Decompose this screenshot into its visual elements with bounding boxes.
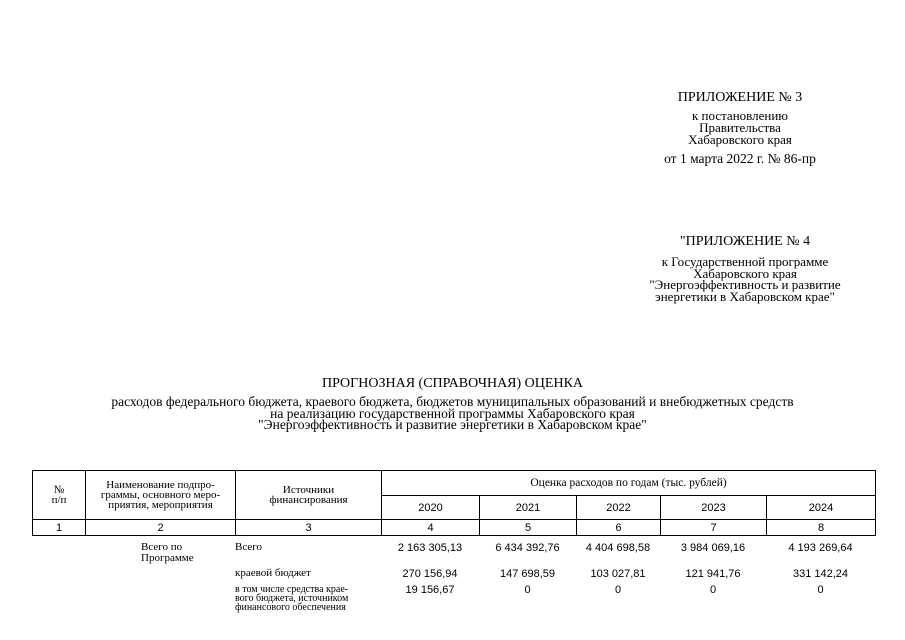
value-cell: 0	[817, 584, 824, 596]
column-number: 7	[661, 520, 767, 536]
header-estimate: Оценка расходов по годам (тыс. рублей)	[382, 471, 876, 496]
column-number: 2	[86, 520, 236, 536]
column-number: 3	[236, 520, 382, 536]
value-cell: 2 163 305,13	[397, 542, 463, 554]
column-number: 1	[33, 520, 86, 536]
appendix-3-heading: ПРИЛОЖЕНИЕ № 3	[677, 90, 803, 105]
appendix-3-line: к постановлению	[691, 108, 789, 123]
appendix-4-line: к Государственной программе	[661, 254, 829, 269]
appendix-3-line: Хабаровского края	[688, 132, 792, 147]
title-line: на реализацию государственной программы Хабаровского края	[270, 405, 635, 421]
value-cell: 0	[709, 584, 717, 596]
value-cell: 103 027,81	[590, 568, 646, 580]
source-label-line: в том числе средства крае-	[235, 584, 349, 595]
appendix-4-line: Хабаровского края	[693, 265, 797, 281]
value-cell: 147 698,59	[499, 568, 556, 580]
appendix-3-block	[640, 90, 840, 166]
header-number	[33, 471, 86, 520]
source-label-line: финансового обеспечения	[235, 602, 346, 613]
source-label-line: вого бюджета, источником	[235, 593, 349, 604]
document-title	[0, 376, 905, 431]
table-row	[32, 580, 875, 612]
title-line: "Энергоэффективность и развитие энергетики в Хабаровском крае"	[258, 417, 647, 432]
column-number: 4	[382, 520, 480, 536]
value-cell: 4 404 698,58	[585, 542, 651, 554]
column-number: 5	[480, 520, 577, 536]
value-cell: 121 941,76	[685, 568, 741, 580]
title-main: ПРОГНОЗНАЯ (СПРАВОЧНАЯ) ОЦЕНКА	[321, 376, 584, 391]
table-row	[32, 564, 875, 580]
column-number: 6	[577, 520, 661, 536]
appendix-3-date: от 1 марта 2022 г. № 86-пр	[664, 151, 816, 166]
header-number-line: п/п	[51, 494, 67, 506]
value-cell: 4 193 269,64	[788, 542, 853, 554]
appendix-4-line: "Энергоэффективность и развитие	[649, 277, 841, 292]
header-year: 2020	[382, 496, 480, 520]
appendix-4-block	[620, 234, 870, 302]
value-cell: 0	[524, 584, 531, 596]
value-cell: 331 142,24	[792, 568, 849, 580]
appendix-3-line: Правительства	[699, 120, 781, 135]
value-cell: 3 984 069,16	[680, 542, 746, 554]
title-line: расходов федерального бюджета, краевого бюджета, бюджетов муниципальных образований и внебюджетных средств	[111, 394, 794, 409]
header-source-line: финансирования	[269, 494, 348, 506]
value-cell: 6 434 392,76	[495, 542, 560, 554]
header-year: 2024	[767, 496, 876, 520]
source-label	[235, 580, 381, 612]
appendix-4-heading: "ПРИЛОЖЕНИЕ № 4	[679, 234, 811, 249]
appendix-4-line: энергетики в Хабаровском крае"	[655, 288, 835, 304]
header-year: 2021	[480, 496, 577, 520]
source-label: Всего	[235, 541, 262, 553]
header-year: 2022	[577, 496, 661, 520]
expense-table-body	[32, 542, 875, 612]
program-label: Всего по Программе	[141, 541, 194, 564]
column-number: 8	[767, 520, 876, 536]
value-cell: 0	[614, 584, 622, 596]
header-name-line: Наименование подпро-	[106, 479, 215, 491]
header-number-line: №	[53, 484, 65, 496]
header-source-line: Источники	[282, 484, 335, 496]
expense-table-header	[32, 470, 876, 536]
header-name-line: граммы, основного меро-	[100, 489, 221, 501]
source-label: краевой бюджет	[235, 567, 311, 579]
header-year: 2023	[661, 496, 767, 520]
table-row	[32, 542, 875, 564]
header-name-line: приятия, мероприятия	[108, 499, 213, 511]
value-cell: 270 156,94	[402, 568, 458, 580]
value-cell: 19 156,67	[405, 584, 455, 596]
header-source	[236, 471, 382, 520]
header-name	[86, 471, 236, 520]
